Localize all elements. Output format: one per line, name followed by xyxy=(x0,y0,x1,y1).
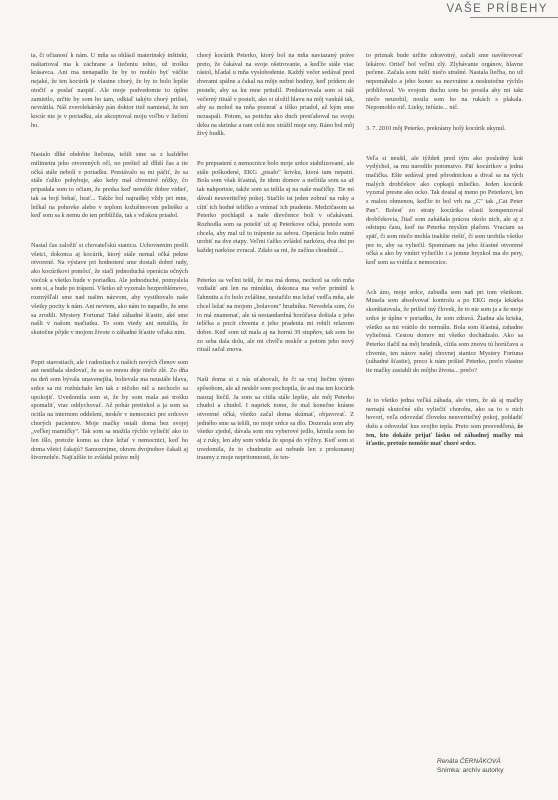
paragraph-text: Je to všetko jedna veľká záhada, ale viem, že ak aj mačky nemajú skutočné silu vyliečiť chorobu, ako sa to o nich hovorí, veľa odovzdať človeku neuveriteľný pokoj, pohladiť dušu a odovzdať kus svojho tepla. Preto som presvedčená, xyxy=(366,396,523,430)
paragraph: Naši doma si z nás uťahovali, že či sa vraj liečim týmto spôsobom, ale až neskôr som pochopila, že asi ma ten kocúrik naozaj liečil. Ja som sa cítila stále lepšie, ale môj Peterko chudol a chudol. I napriek tomu, že mal konečne krásne otvorené očká, všetko začal doma skúmať, objavovať. Z jedného sme sa tešili, no moje srdce sa dlo. Dozerala som aby všetko zjedol, dávala som mu vyberové jedlo, kŕmila som ho aj z ruky, len aby som videla že spopá do výživy. Keď som si uvedomila, že to chudnutie asi nebude len z prekonanej traumy z moje nepritomnosti, že ten- xyxy=(197,376,354,462)
closing-paragraph xyxy=(366,397,523,449)
author-name: Renáta ČERNÁKOVÁ xyxy=(437,758,501,765)
author-signature xyxy=(437,757,555,775)
photo-credit: Snímka: archív autorky xyxy=(437,767,504,774)
paragraph: Po prepustení z nemocnice bolo moje srdce stabilizované, ale stále poškodené, EKG „pisalo" krivku, ktorá tam nepatrí. Bola som však šťastná, že idem domov a nečítila som sa až tak nahportsie, takže som sa tešila aj na naše mačičky. Tie mi dávali neuveriteľný pokoj. Stačilo ist jeden zobrať na ruky a cítiť ich hodné teličko a vnímať ich pradenie. Medzičasom sa Peterko pochlapil a naše dievčence boli v očakávaní. Rozhodla som sa potešiť už aj Peterkove očká, pretože som chcela, aby mal už to trápenie za sebou. Operácia bolo nutné urobiť na dve etapy. Veľmi ťažko zvládol narkózu, dva dni po každej narkóze zvracal. Zdalo sa mi, že začína chradnúť... xyxy=(197,160,354,255)
paragraph: to priznak bude určite zdravotný, začali sme navštevovať lekárov. Ortieľ bol veľmi zlý. Zlyhávanie orgánov, hlavne pečene. Začala som tušiť niečo strašné. Nastala liečba, no už nepomáhalo a jeho konec sa nezvrátne a neskutočne rýchlo približoval. Vo svojom duchu som ho prosila aby mi takt niečo neurobil, nosila som ho na rukách s plakala. Nepomohlo nič. Lieky, infúzie... nič. xyxy=(366,52,523,112)
closing-bold-text: že ten, kto dokáže prijať lásku od záhadnej mačky má šťastie, pretože nemôže mať choré srdce. xyxy=(366,422,523,448)
paragraph: Veľa si neušil, ale týždeň pred tým ako posledný krát vydýchol, sa mu narodilo potomstvo. Päť kocúrikov a jedna mačička. Ešte sedával pred pôrodnickou a dival sa na tých malých drobčekov ako copkajú mliečko. Jeden kocúrik vyzeral presne ako ocko. Tak dostal aj meno po Peterkovi, len s malou obmenou, keďže to bol vrh na „C" tak „Cat Peter Pan". Bolesť zo straty kocúrika sčasti kompenzoval drobčekovia, ľtiaľ som zaháňala prácou okolo nich, ale aj z odstupu času, keď na Peterka myslím plačem. Vraciam sa späť, či som niečo mohla inakšie riešiť, či som urobila všetko pre to, aby sa vyliečil. Spomínam na jeho šťastné otvorené očká a ako by vnútri vyliečilo i a jemne hryzkol ma do pery, keď som sa vrátila z nemocnice. xyxy=(366,154,523,267)
section-title: VAŠE PRÍBEHY xyxy=(446,3,548,15)
paragraph: ta, či očianosť k nám. U mňa sa ohlásil materinský inštinkt, naštartoval ma k záchrane a liečeniu tohto, už trošku krásavca. Ani ma nenapadlo že by to mohlo byť väčšie nejaké, že ten kocúrik je vlastne chorý, že by to bolo lepšie otočiť a poslať naspäť. Ale moje podvedomie to úplne zamietlo, určite by som ho tam, odkiaľ takýto chorý prišiel, nevrátila. Náš zverolekársky pán doktor tiež namietal, že ten kocúr nie je v poriadku, ale akceptoval moju voľbu v liečení ho. xyxy=(31,52,188,129)
paragraph: Nastal čas založiť si chovateľskú stanicu. Uchovnenim prešli všetci, dokonca aj kocúrik, ktorý stále nemal očká pekne otvorené. Na výstave pri hodnotení sme dostali dobré rady, ako kocúrikovi pomôcť, že stačí jednoduchá operácia očných viečok a všetko bude v poriadku. Ale jednoduché, pomyslela som si, a bude po trápení. Všetko už vyzeralo bezproblémovo, rozmýšľali sme nad našim názvom, aby vystihovalo naše všetky pocity k nám. Ani neviem, ako nám to napadlo, že sme sa zrodili. Mystery Fortuna! Také záhadné šťastie, aké sme našli v našom mačiatku. To som vtedy ani netušila, že skutočne pôjde v mojom živote o záhadné šťastie vďaka nim. xyxy=(31,241,188,336)
paragraph: Nastalo dlhé obdobie liečenia, tešili sme sa z každého milimetra jeho otvorených očí, no prešiel už dlhší čas a tie očká stále nebolí v poriadku. Prestávalo sa mi páčiť, že sa stále ťažko pohybuje, ako keby mal chvenivé nôžky, čo pripadala som to očiam, že predsa keď nemôže dobre vidieť, tak sa bojí behať, hrať... Takže bol najradšej vždy pri mne, ležkal na pohovke alebo v teplom kožušinovom pelieško a keď som sa k nemu do ten priblížila, tak s vďakou priadol. xyxy=(31,151,188,220)
paragraph: 3. 7. 2010 môj Peterko, prekrásny holý kocúrik ukynul. xyxy=(366,124,506,132)
paragraph: Popri starostiach, ale i radostiach z našich nových členov som ani nestihala sledovať, že sa so mnou deje niečo zlé. Zo dňa na deň som bývala unavenejšia, bolievala ma neustále hlava, srdce sa mi rozbúchalo len tak z ničoho nič a nechcelo sa upokojiť. Uvedomila som si, že by som mala asi trošku spomaliť, viac oddychovať. Až pohár pretiekol a ja som sa ocitla na internom oddelení, neskôr v nemocnici pre srdcovo chorých pacientov. Moje mačky ostali doma bez svojej „veľkej mamičky". Tak som sa snažila rýchlo vyliečiť ako to len išlo, pretože komu sa chce ležať v nemocnici, keď ho doma všetci čakajú? Samozrejme, okrem dvojnohov čakali aj štvornohče. Najťažšie to zvládal práve môj xyxy=(31,358,188,462)
text-column-2 xyxy=(197,52,354,752)
paragraph: Peterko sa veľmi tešil, že ma má doma, nechcel sa odo mňa vzdialiť ani len na minútku, dokonca ma večer prinútil k ľahnutiu a čo bolo zvláštne, nestačilo mu ležať vedľa mňa, ale chcel ležať na mojom „bolavom" hrudníku. Nevedela som, čo to má znamenať, ale tá nestandardná horúčava došiala z jeho telíčka a pocit chvenia z jeho pradenia mi robili relaxom dobre. Keď som už mala aj na hornú 39 stupňov, tak som ho zo seba dala dolu, ale mi chvíľu neskôr a potom jeho nový rituál začal znova. xyxy=(197,276,354,354)
paragraph: chorý kocúrik Peterko, ktorý bol na mňa naviazaný práve preto, že čakával na svoje ošetrovanie, a keďže stále viac rástol, hľadal u mňa vyslobodenie. Každý večer sedával pred dverami spálne a čakal na môje nežné hodiny, keď prídem do postele, aby sa ku mne pritulil. Predstavovala som si náš večerný rituál v posteli, ako si uložil hlavu na môj vankúš tak, aby sa mohol na mňa pozerať a tíško priadol, až kým sme nezaspali. Potom, sa potichu ako duch presťahoval na svoju deku na skrinke a ram celú noc strážil moje sny. Ráno bol môj živý budík. xyxy=(197,52,354,138)
text-column-1 xyxy=(31,52,188,752)
paragraph: Ach áno, moje srdce, zabudla som naň pri tom všetkom. Musela som absolvovať kontrolu a po EKG moja lekárka skonštatovala, že prišiel iný človek, že to nie som ja a že moje srdce je úplne v poriadku, že som zdravá. Žiadna ala kriska, všetko sa mi vrátilo do normálu. Bola som šťastná, zahadne vyliečená. Cestou domov mi všetko dochádzalo. Ako sa Peterko tlačil na môj hrudník, cítila som znovu tú horúčavu a chvenie, ten názov našej chovnej stanice Mystery Fortuna (záhadné šťastie), preco k nám prišiel Peterko, prečo vlastne tie mačky zasiahli do môjho života... prečo? xyxy=(366,288,523,375)
text-column-3 xyxy=(366,52,523,752)
header-rule xyxy=(470,17,558,18)
